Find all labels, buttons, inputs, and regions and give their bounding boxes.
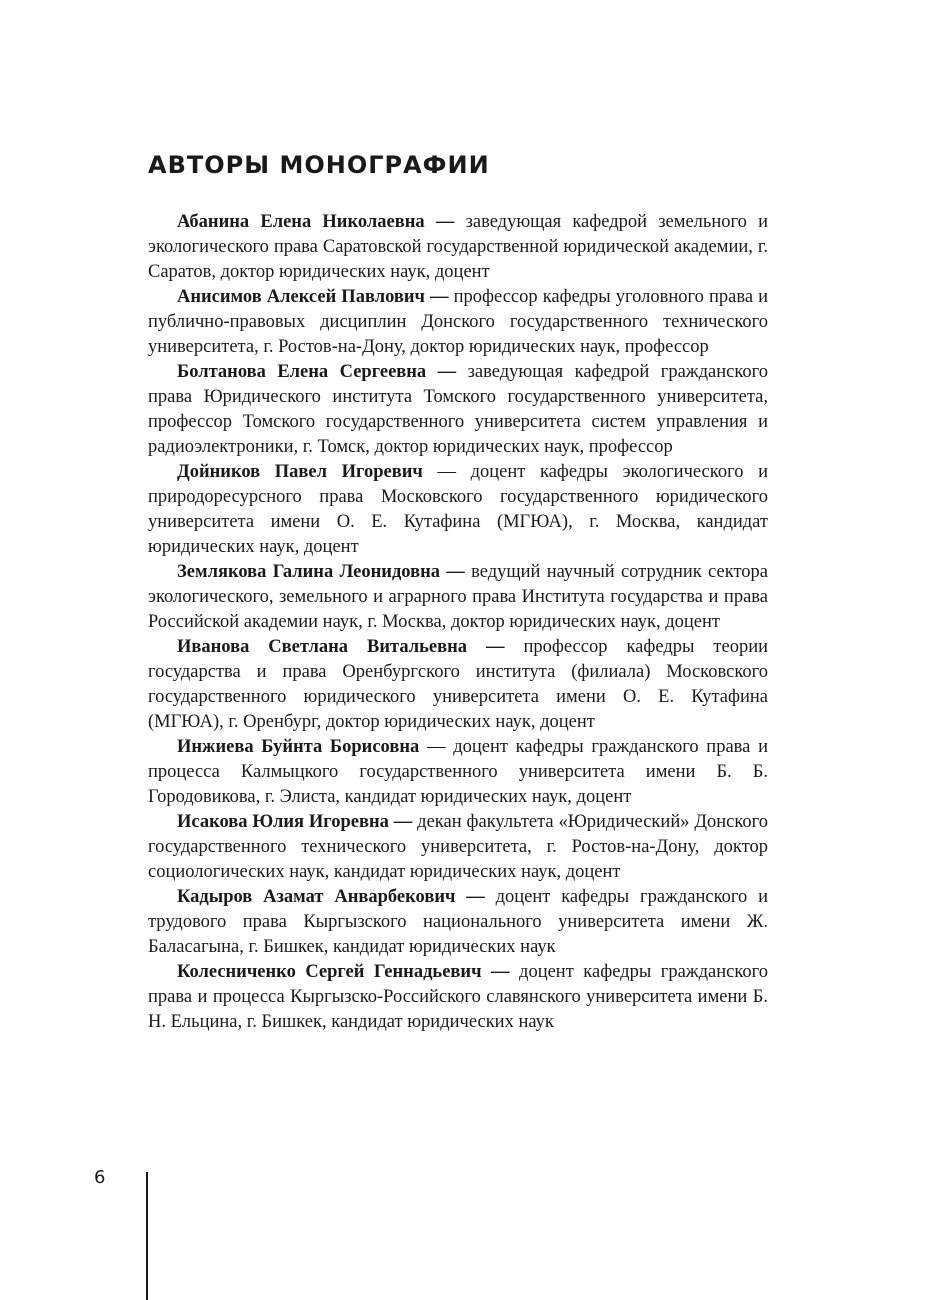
author-description: доцент кафедры гражданского и трудового права Кыргызского национального университета имени Ж. Баласагына, г. Бишкек, кандидат юридических наук xyxy=(148,887,768,957)
author-description: заведующая кафедрой земельного и экологического права Саратовской государственной юридической академии, г. Саратов, доктор юридических наук, доцент xyxy=(148,212,768,282)
margin-rule xyxy=(146,1172,148,1300)
author-description: профессор кафедры теории государства и права Оренбургского института (филиала) Московского государственного юридического университета имени О. Е. Кутафина (МГЮА), г. Оренбург, доктор юридических наук, доцент xyxy=(148,637,768,732)
page-title: АВТОРЫ МОНОГРАФИИ xyxy=(148,151,490,179)
author-description: ведущий научный сотрудник сектора экологического, земельного и аграрного права Института государства и права Российской академии наук, г. Москва, доктор юридических наук, доцент xyxy=(148,562,769,632)
author-description: — доцент кафедры гражданского права и процесса Калмыцкого государственного университета имени Б. Б. Городовикова, г. Элиста, кандидат юридических наук, доцент xyxy=(148,737,768,807)
page-number: 6 xyxy=(94,1167,106,1188)
author-entry xyxy=(148,635,768,735)
author-description: — доцент кафедры экологического и природоресурсного права Московского государственного юридического университета имени О. Е. Кутафина (МГЮА), г. Москва, кандидат юридических наук, доцент xyxy=(148,462,768,557)
author-name: Землякова Галина Леонидовна — xyxy=(177,562,465,582)
author-name: Анисимов Алексей Павлович — xyxy=(177,287,449,307)
author-description: профессор кафедры уголовного права и публично-правовых дисциплин Донского государственного технического университета, г. Ростов-на-Дону, доктор юридических наук, профессор xyxy=(148,287,769,357)
author-name: Кадыров Азамат Анварбекович — xyxy=(177,887,485,907)
author-name: Инжиева Буйнта Борисовна xyxy=(177,737,420,757)
author-entry xyxy=(148,810,768,885)
author-name: Абанина Елена Николаевна — xyxy=(177,212,455,232)
author-name: Дойников Павел Игоревич xyxy=(177,462,423,482)
author-entry xyxy=(148,285,768,360)
author-name: Иванова Светлана Витальевна — xyxy=(177,637,505,657)
author-entry xyxy=(148,360,768,460)
author-name: Болтанова Елена Сергеевна — xyxy=(177,362,457,382)
author-entry xyxy=(148,210,768,285)
author-entry xyxy=(148,460,768,560)
author-name: Исакова Юлия Игоревна — xyxy=(177,812,413,832)
author-entry xyxy=(148,960,768,1035)
author-entry xyxy=(148,735,768,810)
author-description: заведующая кафедрой гражданского права Юридического института Томского государственного университета, профессор Томского государственного университета систем управления и радиоэлектроники, г. Томск, доктор юридических наук, профессор xyxy=(148,362,768,457)
author-entry xyxy=(148,560,768,635)
authors-list xyxy=(148,210,768,1035)
author-description: доцент кафедры гражданского права и процесса Кыргызско-Российского славянского университета имени Б. Н. Ельцина, г. Бишкек, кандидат юридических наук xyxy=(148,962,769,1032)
author-entry xyxy=(148,885,768,960)
author-name: Колесниченко Сергей Геннадьевич — xyxy=(177,962,510,982)
author-description: декан факультета «Юридический» Донского государственного технического университета, г. Ростов-на-Дону, доктор социологических наук, кандидат юридических наук, доцент xyxy=(148,812,769,882)
